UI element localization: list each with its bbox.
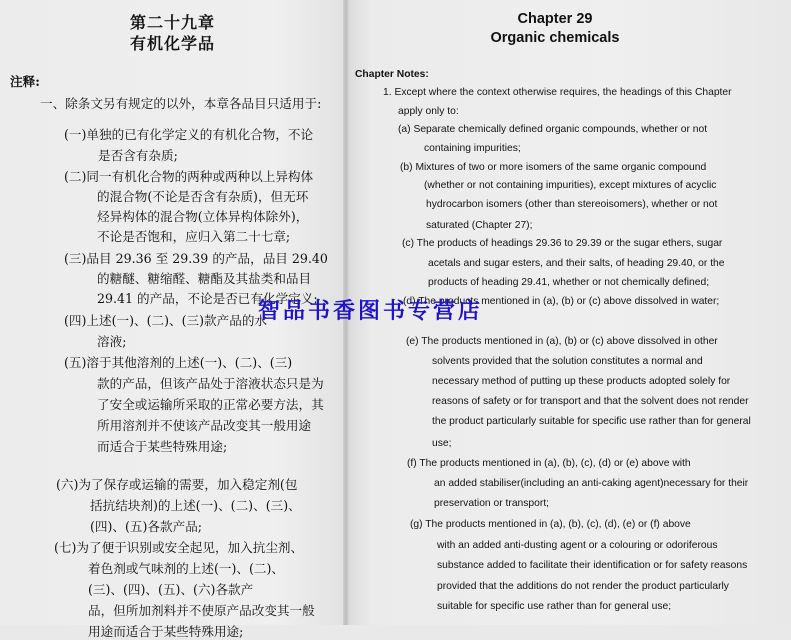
note-line-en: (whether or not containing impurities), except mixtures of acyclic [424,180,717,191]
notes-label-cn: 注释: [10,74,40,89]
note-line-en: provided that the additions do not render the product particularly [437,581,729,592]
note-line-en: (d) The products mentioned in (a), (b) or (c) above dissolved in water; [403,296,720,307]
note-line-en: products of heading 29.41, whether or not chemically defined; [428,277,710,288]
note-line-cn: (四)、(五)各款产品; [90,519,203,534]
note-line-cn: 了安全或运输所采取的正常必要方法，其 [97,397,324,412]
note-line-en: hydrocarbon isomers (other than stereoisomers), whether or not [426,199,718,210]
note-line-en: use; [432,438,452,449]
note-line-cn: (三)品目 29.36 至 29.39 的产品，品目 29.40 [64,251,328,266]
note-line-cn: (二)同一有机化合物的两种或两种以上异构体 [64,169,314,184]
note-line-en: suitable for specific use rather than for general use; [437,601,672,612]
note-line-en: (b) Mixtures of two or more isomers of the same organic compound [400,162,707,173]
chapter-title-cn: 有机化学品 [129,34,215,53]
chapter-number-cn: 第二十九章 [129,13,215,32]
note-line-cn: (四)上述(一)、(二)、(三)款产品的水 [64,313,268,328]
note-line-en: saturated (Chapter 27); [426,220,533,231]
note-line-en: the product particularly suitable for specific use rather than for general [432,416,751,427]
note-line-en: (f) The products mentioned in (a), (b), (c), (d) or (e) above with [407,458,691,469]
note-line-en: substance added to facilitate their identification or for safety reasons [437,560,748,571]
notes-label-en: Chapter Notes: [355,69,429,80]
note-line-cn: 不论是否饱和，应归入第二十七章; [97,229,291,244]
note-line-cn: 溶液; [97,334,127,349]
note-line-cn: (一)单独的已有化学定义的有机化合物，不论 [64,127,314,142]
chapter-title-en: Organic chemicals [490,30,620,46]
note-line-en: (g) The products mentioned in (a), (b), (c), (d), (e) or (f) above [410,519,691,530]
note-line-cn: 品，但所加剂料并不使原产品改变其一般 [88,603,315,618]
note-line-cn: 用途而适合于某些特殊用途; [88,624,244,639]
note-line-cn: 款的产品，但该产品处于溶液状态只是为 [97,376,324,391]
note-line-cn: 的混合物(不论是否含有杂质)，但无环 [97,189,309,204]
note-line-cn: (七)为了便于识别或安全起见，加入抗尘剂、 [54,540,304,555]
note-line-cn: 29.41 的产品，不论是否已有化学定义; [97,291,318,306]
note-line-cn: (三)、(四)、(五)、(六)各款产 [88,582,254,597]
note-line-en: 1. Except where the context otherwise requires, the headings of this Chapter [383,87,732,98]
note-line-cn: 所用溶剂并不使该产品改变其一般用途 [97,418,312,433]
note-line-cn: (六)为了保存或运输的需要，加入稳定剂(包 [56,477,298,492]
note-line-cn: 而适合于某些特殊用途; [97,439,228,454]
note-line-cn: 括抗结块剂)的上述(一)、(二)、(三)、 [90,498,301,513]
note-line-en: (c) The products of headings 29.36 to 29.39 or the sugar ethers, sugar [402,238,723,249]
note-line-cn: 着色剂或气味剂的上述(一)、(二)、 [88,561,284,576]
note-line-en: necessary method of putting up these products adopted solely for [432,376,731,387]
note-line-en: apply only to: [398,106,459,117]
note-line-cn: 的糖醚、糖缩醛、糖酯及其盐类和品目 [97,271,312,286]
shop-watermark-text: 智品书香图书专营店 [258,298,484,324]
note-line-en: (a) Separate chemically defined organic compounds, whether or not [398,124,708,135]
note-line-en: with an added anti-dusting agent or a colouring or odoriferous [437,540,718,551]
note-line-cn: 一、除条文另有规定的以外，本章各品目只适用于: [40,96,322,111]
note-line-cn: 烃异构体的混合物(立体异构体除外)， [97,209,309,224]
chapter-number-en: Chapter 29 [517,11,593,27]
note-line-en: an added stabiliser(including an anti-caking agent)necessary for their [434,478,749,489]
note-line-en: preservation or transport; [434,498,550,509]
note-line-cn: (五)溶于其他溶剂的上述(一)、(二)、(三) [64,355,293,370]
note-line-en: solvents provided that the solution constitutes a normal and [432,356,703,367]
note-line-en: acetals and sugar esters, and their salts, of heading 29.40, or the [428,258,725,269]
note-line-en: containing impurities; [424,143,521,154]
note-line-cn: 是否含有杂质; [98,148,178,163]
note-line-en: (e) The products mentioned in (a), (b) or (c) above dissolved in other [406,336,718,347]
note-line-en: reasons of safety or for transport and that the solvent does not render [432,396,749,407]
